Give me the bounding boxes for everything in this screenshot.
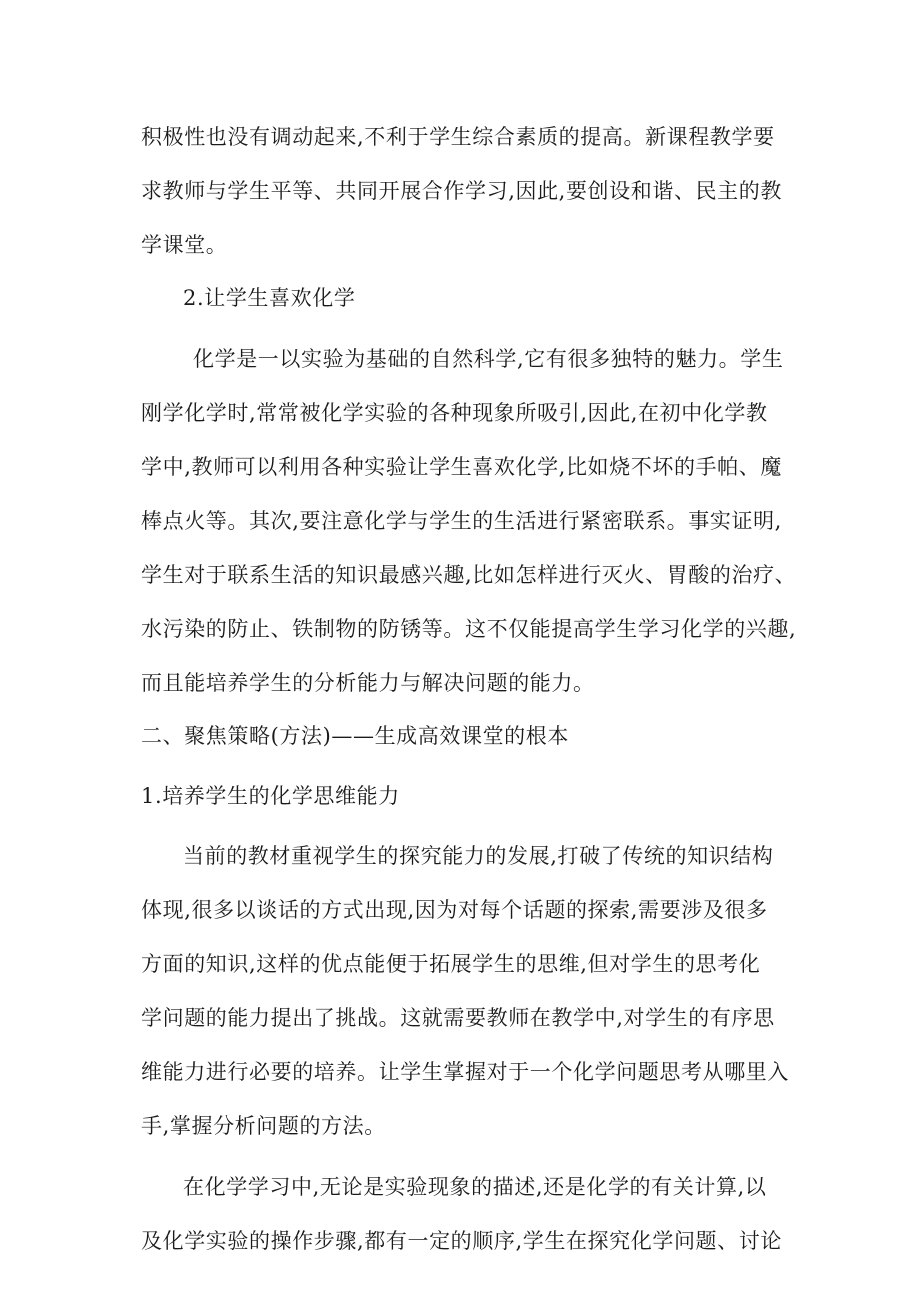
para3-line-5: 维能力进行必要的培养。让学生掌握对于一个化学问题思考从哪里入 (141, 1060, 789, 1084)
para2-line-7: 而且能培养学生的分析能力与解决问题的能力。 (141, 671, 595, 695)
para2-line-4: 棒点火等。其次,要注意化学与学生的生活进行紧密联系。事实证明, (141, 509, 782, 533)
para3-line-1: 当前的教材重视学生的探究能力的发展,打破了传统的知识结构 (183, 844, 774, 868)
para4-line-1: 在化学学习中,无论是实验现象的描述,还是化学的有关计算,以 (183, 1175, 767, 1199)
para2-line-5: 学生对于联系生活的知识最感兴趣,比如怎样进行灭火、胃酸的治疗、 (141, 563, 797, 587)
para3-line-2: 体现,很多以谈话的方式出现,因为对每个话题的探索,需要涉及很多 (141, 898, 768, 922)
para1-line-2: 求教师与学生平等、共同开展合作学习,因此,要创设和谐、民主的教 (141, 179, 782, 203)
para1-line-1: 积极性也没有调动起来,不利于学生综合素质的提高。新课程教学要 (141, 125, 775, 149)
para2-line-6: 水污染的防止、铁制物的防锈等。这不仅能提高学生学习化学的兴趣, (141, 617, 797, 641)
para1-line-3: 学课堂。 (141, 233, 228, 257)
para3-line-6: 手,掌握分析问题的方法。 (141, 1114, 386, 1138)
heading-2: 2.让学生喜欢化学 (183, 286, 356, 310)
para3-line-3: 方面的知识,这样的优点能便于拓展学生的思维,但对学生的思考化 (141, 952, 761, 976)
para3-line-4: 学问题的能力提出了挑战。这就需要教师在教学中,对学生的有序思 (141, 1006, 775, 1030)
para4-line-2: 及化学实验的操作步骤,都有一定的顺序,学生在探究化学问题、讨论 (141, 1229, 782, 1253)
heading-1: 1.培养学生的化学思维能力 (141, 784, 400, 808)
para2-line-3: 学中,教师可以利用各种实验让学生喜欢化学,比如烧不坏的手帕、魔 (141, 455, 782, 479)
section-heading: 二、聚焦策略(方法)——生成高效课堂的根本 (141, 724, 569, 748)
para2-line-2: 刚学化学时,常常被化学实验的各种现象所吸引,因此,在初中化学教 (141, 401, 768, 425)
para2-line-1: 化学是一以实验为基础的自然科学,它有很多独特的魅力。学生 (193, 347, 784, 371)
